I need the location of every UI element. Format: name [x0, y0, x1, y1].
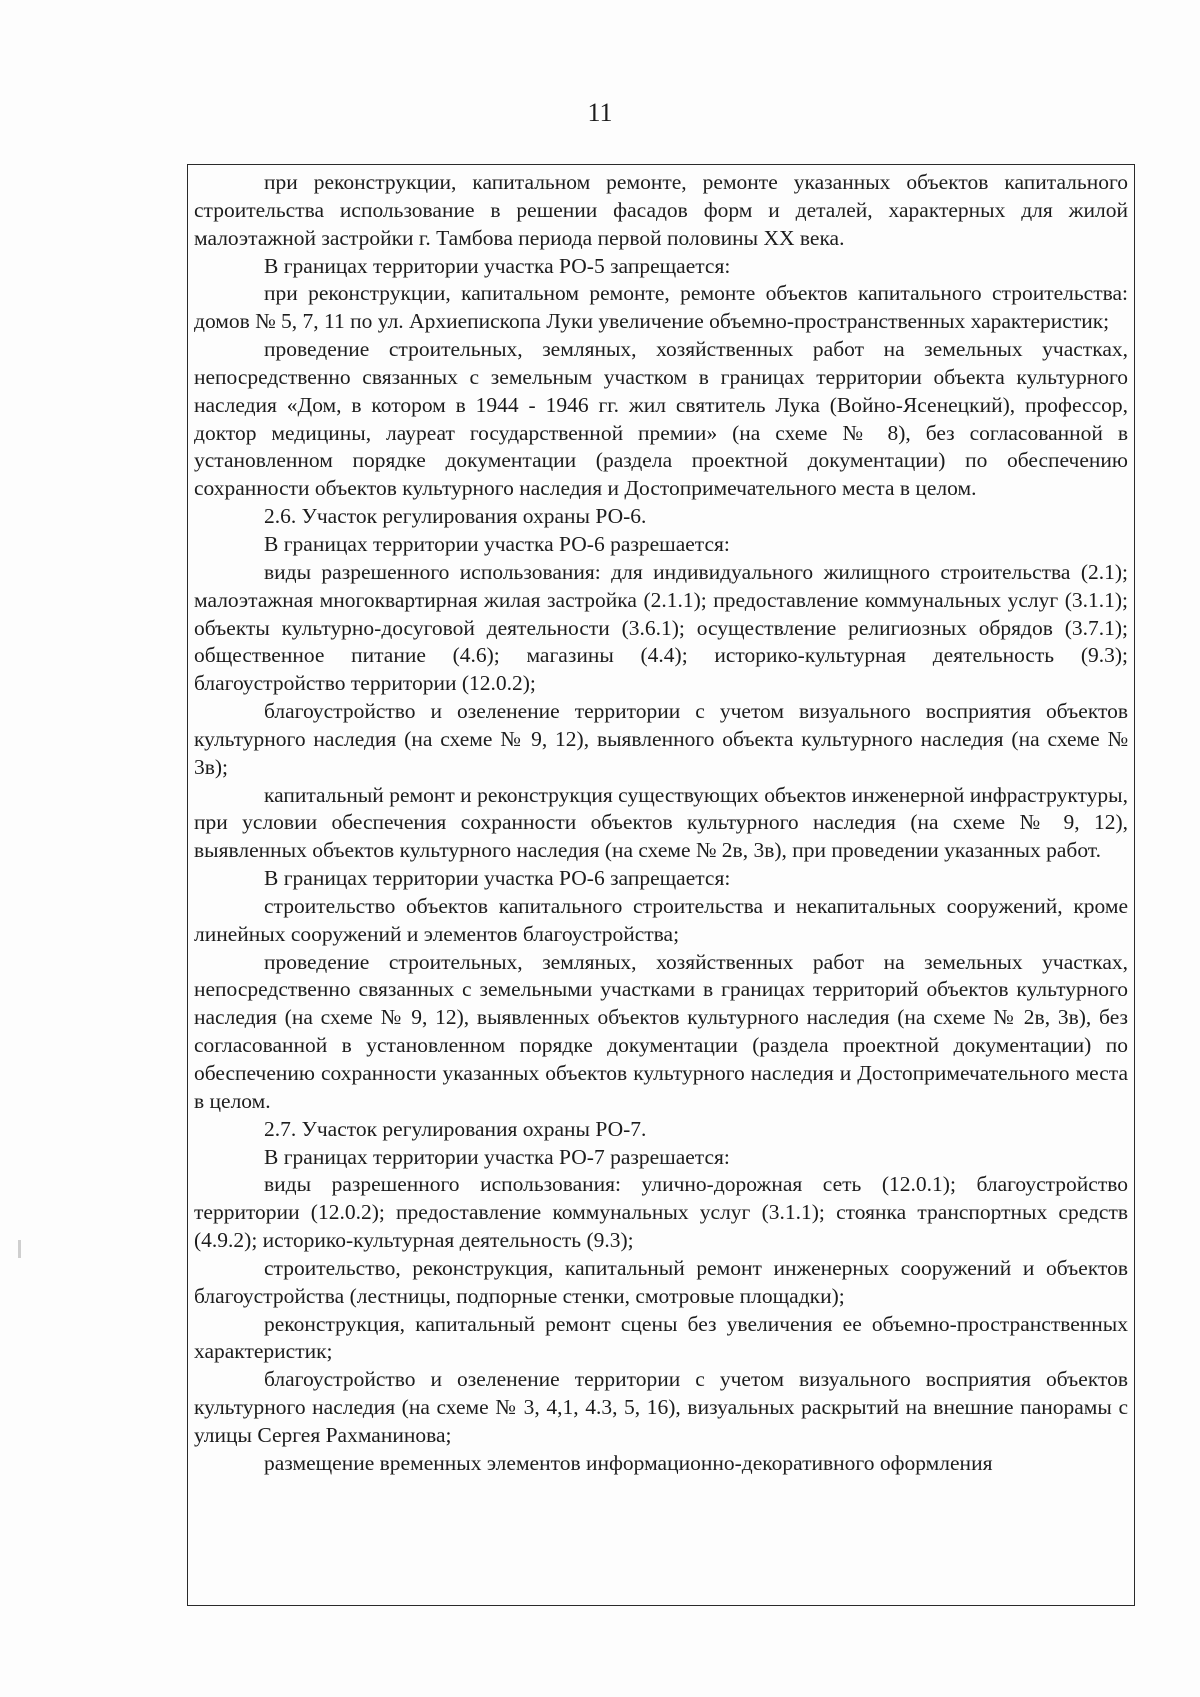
paragraph: виды разрешенного использования: для индивидуального жилищного строительства (2.1); малоэтажная многоквартирная жилая застройка (2.1.1); предоставление коммунальных услуг (3.1.1); объекты культурно-досуговой деятельности (3.6.1); осуществление религиозных обрядов (3.7.1); общественное питание (4.6); магазины (4.4); историко-культурная деятельность (9.3); благоустройство территории (12.0.2);: [194, 559, 1128, 696]
document-body: [194, 169, 1128, 1478]
section-heading: 2.7. Участок регулирования охраны РО-7.: [264, 1116, 647, 1141]
paragraph: строительство объектов капитального строительства и некапитальных сооружений, кроме линейных сооружений и элементов благоустройства;: [194, 893, 1128, 946]
section-heading: 2.6. Участок регулирования охраны РО-6.: [264, 504, 647, 529]
text-frame: [187, 164, 1135, 1606]
paragraph: проведение строительных, земляных, хозяйственных работ на земельных участках, непосредственно связанных с земельными участками в границах территорий объектов культурного наследия (на схеме № 9, 12), выявленных объектов культурного наследия (на схеме № 2в, 3в), без согласованной в установленном порядке документации (раздела проектной документации) по обеспечению сохранности указанных объектов культурного наследия и Достопримечательного места в целом.: [194, 949, 1128, 1113]
paragraph: В границах территории участка РО-6 запрещается:: [264, 866, 731, 891]
paragraph: В границах территории участка РО-5 запрещается:: [264, 253, 731, 278]
paragraph: при реконструкции, капитальном ремонте, ремонте указанных объектов капитального строительства использование в решении фасадов форм и деталей, характерных для жилой малоэтажной застройки г. Тамбова периода первой половины XX века.: [194, 170, 1128, 250]
paragraph: капитальный ремонт и реконструкция существующих объектов инженерной инфраструктуры, при условии обеспечения сохранности объектов культурного наследия (на схеме № 9, 12), выявленных объектов культурного наследия (на схеме № 2в, 3в), при проведении указанных работ.: [194, 782, 1128, 863]
paragraph: строительство, реконструкция, капитальный ремонт инженерных сооружений и объектов благоустройства (лестницы, подпорные стенки, смотровые площадки);: [194, 1255, 1128, 1308]
paragraph: благоустройство и озеленение территории с учетом визуального восприятия объектов культурного наследия (на схеме № 9, 12), выявленного объекта культурного наследия (на схеме № 3в);: [194, 699, 1128, 779]
paragraph: благоустройство и озеленение территории с учетом визуального восприятия объектов культурного наследия (на схеме № 3, 4,1, 4.3, 5, 16), визуальных раскрытий на внешние панорамы с улицы Сергея Рахманинова;: [194, 1367, 1128, 1447]
paragraph: при реконструкции, капитальном ремонте, ремонте объектов капитального строительства: домов № 5, 7, 11 по ул. Архиепископа Луки увеличение объемно-пространственных характеристик;: [194, 281, 1128, 334]
paragraph: проведение строительных, земляных, хозяйственных работ на земельных участках, непосредственно связанных с земельным участком в границах территории объекта культурного наследия «Дом, в котором в 1944 - 1946 гг. жил святитель Лука (Войно-Ясенецкий), профессор, доктор медицины, лауреат государственной премии» (на схеме № 8), без согласованной в установленном порядке документации (раздела проектной документации) по обеспечению сохранности объектов культурного наследия и Достопримечательного места в целом.: [194, 337, 1128, 501]
paragraph: виды разрешенного использования: улично-дорожная сеть (12.0.1); благоустройство территории (12.0.2); предоставление коммунальных услуг (3.1.1); стоянка транспортных средств (4.9.2); историко-культурная деятельность (9.3);: [194, 1172, 1128, 1253]
paragraph: реконструкция, капитальный ремонт сцены без увеличения ее объемно-пространственных характеристик;: [194, 1311, 1128, 1364]
paragraph: В границах территории участка РО-7 разрешается:: [264, 1144, 730, 1169]
paragraph: В границах территории участка РО-6 разрешается:: [264, 531, 730, 556]
scan-artifact: [18, 1240, 21, 1258]
page-number: 11: [587, 98, 613, 127]
paragraph: размещение временных элементов информационно-декоративного оформления: [264, 1450, 993, 1475]
